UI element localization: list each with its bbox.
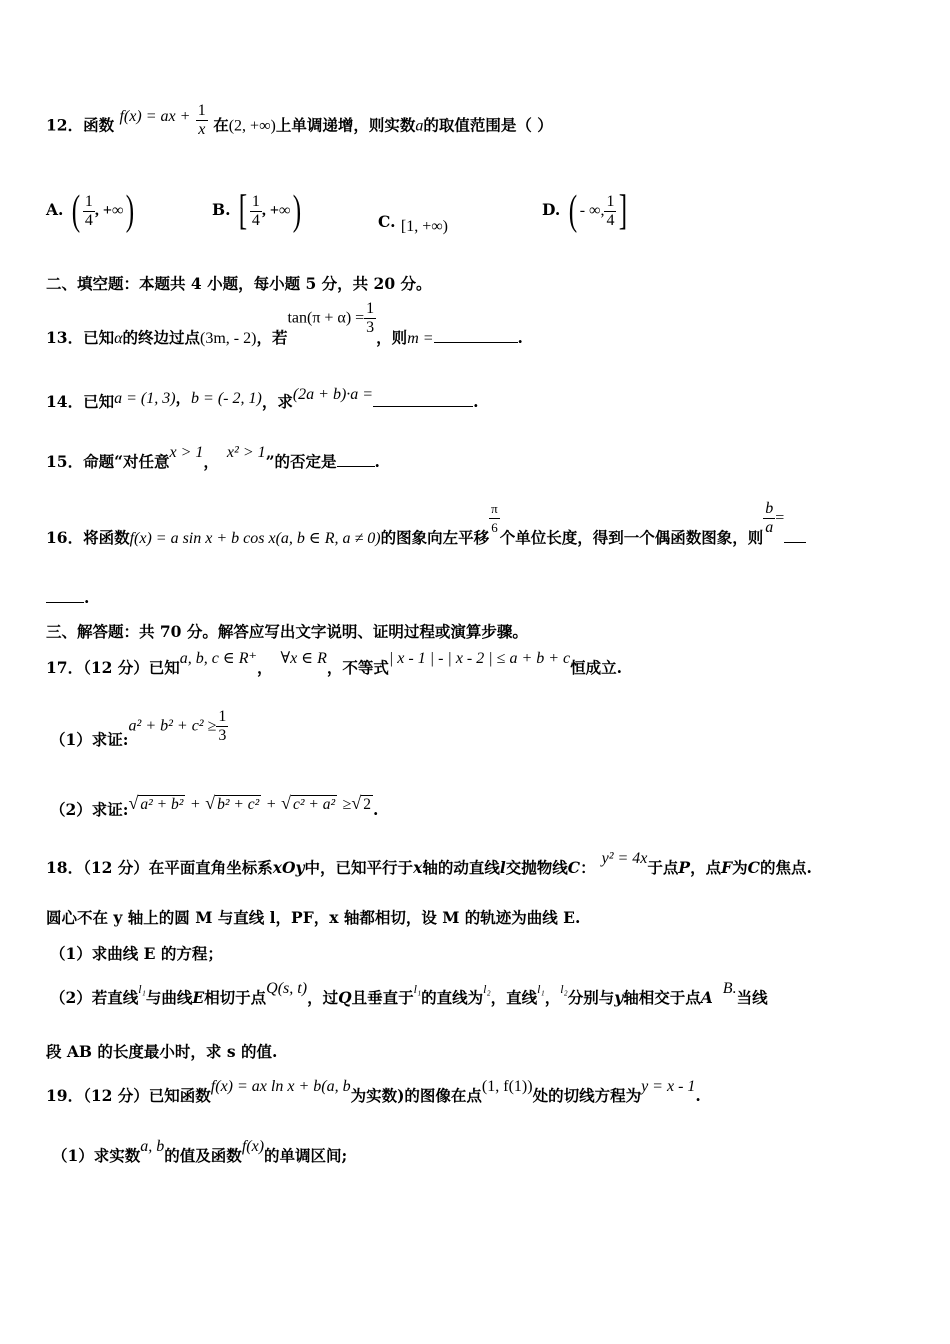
q18-x: x [413,858,423,877]
option-b-den: 4 [251,211,260,229]
q17-part1-fraction [216,708,228,745]
q13-point: (3m, - 2) [200,329,257,347]
option-b-fraction [250,193,262,230]
q17-part1-expr: a² + b² + c² ≥ [128,717,217,735]
q17-text1: ，不等式 [326,658,389,677]
q18-p2-k: 当线 [736,988,768,1007]
option-a-den: 4 [84,211,93,229]
q18-text-f: ，点 [690,858,722,877]
q12-fraction [196,102,208,139]
q19-end: . [695,1086,701,1105]
q17-forall: ∀x ∈ R [280,650,327,667]
sqrt-icon: √ [128,793,139,813]
q13-text1: 的终边过点 [122,327,200,347]
q12-option-d[interactable] [542,190,630,232]
sqrt-icon: √ [351,793,362,813]
sqrt-icon: √ [205,793,216,813]
q16-ratio-den: a [765,519,774,536]
option-d-fraction [604,193,616,230]
q19-text2: 处的切线方程为 [532,1086,642,1105]
q13-answer-blank[interactable] [434,326,518,343]
q12-option-c[interactable] [378,212,448,235]
q19-point: (1, f(1)) [481,1078,533,1095]
q18-text-h: 的焦点. [759,858,812,877]
q19-function: f(x) = ax ln x + b(a, b [210,1078,351,1095]
option-a-fraction [83,193,95,230]
section-3-heading: 三、解答题：共 70 分。解答应写出文字说明、证明过程或演算步骤。 [46,622,528,641]
option-c-label: C. [378,212,396,231]
q16-line-2 [46,586,89,607]
q18-text-e: 于点 [647,858,679,877]
option-d-left-bracket: ( [568,188,577,234]
q17-part1 [50,708,228,749]
q18-p2-g: ，直线 [490,988,538,1007]
q18-l1-symbol-3: l₁ [537,982,545,996]
q14-line [46,386,479,411]
option-b-label: B. [212,200,231,219]
q16-shift-num: π [489,500,500,519]
option-a-left-bracket: ( [71,188,81,234]
option-d-num: 1 [606,192,615,210]
q15-period: . [374,452,380,471]
q19-part1 [52,1138,348,1166]
section-2-heading: 二、填空题：本题共 4 小题，每小题 5 分，共 20 分。 [46,274,432,293]
q18-line-2: 圆心不在 y 轴上的圆 M 与直线 l，PF，x 轴都相切，设 M 的轨迹为曲线 E. [46,908,581,927]
q18-P: P [678,858,691,877]
q18-parabola: y² = 4x [601,850,648,867]
q18-line-3: 段 AB 的长度最小时，求 s 的值. [46,1042,278,1061]
q17-plus-2: + [266,796,276,813]
sqrt-icon: √ [281,793,292,813]
q12-function: f(x) = ax + [119,107,191,125]
q18-l2-symbol-2: l₂ [560,982,568,996]
q16-end: . [84,588,90,607]
q18-p2-c: 相切于点 [204,988,267,1007]
q18-text-g: 为 [732,858,748,877]
q18-p2-e: 且垂直于 [351,988,414,1007]
q12-option-a[interactable] [46,190,137,232]
q17-end: 恒成立. [570,658,623,677]
q18-A: A [700,988,713,1007]
q15-comma: ， [203,452,219,471]
option-a-tail: , +∞ [94,202,124,219]
q16-answer-blank-cont[interactable] [46,586,84,603]
q17-comma: ， [256,658,273,677]
q14-vector-a: a = (1, 3) [114,390,176,407]
q17-part1-label: （1）求证: [50,729,129,749]
q17-inequality: | x - 1 | - | x - 2 | ≤ a + b + c [388,650,571,667]
q16-shift-den: 6 [491,520,498,535]
q18-l2-symbol: l₂ [483,982,491,996]
q17-set: a, b, c ∈ R⁺ [179,650,257,667]
q18-p2-a: （2）若直线 [50,988,139,1007]
q19-tangent: y = x - 1 [641,1078,696,1095]
q19-line [46,1078,701,1106]
q18-point-Q: Q(s, t) [266,980,308,997]
q17-part1-den: 3 [218,727,227,744]
q18-Q: Q [338,988,352,1007]
q18-l1-symbol: l₁ [138,982,146,996]
q19-p1-a: （1）求实数 [52,1146,141,1165]
option-d-head: - ∞, [579,202,605,219]
q13-text3: ，则 [376,327,408,347]
q13-frac-den: 3 [366,319,375,336]
q12-fraction-den: x [198,121,206,138]
q13-frac-num: 1 [366,300,375,317]
option-a-label: A. [46,200,64,219]
q18-p2-j: 轴相交于点 [623,988,701,1007]
q16-number: 16．将函数 [46,527,130,547]
q12-rest: 上单调递增，则实数 [275,115,416,135]
q19-ab: a, b [140,1138,165,1155]
q17-root-1: a² + b² [140,796,184,813]
q17-root-2: b² + c² [217,796,260,813]
q18-y: y [614,988,624,1007]
q17-part2-label: （2）求证: [50,800,129,819]
q13-end: . [517,327,523,347]
q17-root-3: c² + a² [293,796,336,813]
q16-text2: 个单位长度，得到一个偶函数图象，则 [499,527,764,547]
q12-interval: (2, +∞) [228,117,276,135]
q15-condition-2: x² > 1 [226,444,266,461]
q17-part2-end: . [373,800,379,819]
q13-m: m = [407,329,434,347]
option-a-right-bracket: ) [126,188,135,234]
q16-answer-blank[interactable] [784,526,806,543]
q19-p1-b: 的值及函数 [164,1146,242,1165]
option-b-num: 1 [251,192,260,210]
q18-part2 [50,980,768,1008]
q18-p2-h: ， [544,988,561,1007]
q18-text-d: 交抛物线 [505,858,568,877]
q13-number: 13．已知 [46,327,115,347]
option-d-right-bracket: ] [619,188,628,234]
option-b-right-bracket: ) [293,188,302,234]
q14-number: 14．已知 [46,392,115,411]
q18-E: E [192,988,205,1007]
q15-end: ”的否定是 [265,452,337,471]
q14-expression: (2a + b)·a = [292,386,374,403]
option-b-left-bracket: [ [238,188,248,234]
q19-text1: 为实数)的图像在点 [350,1086,482,1105]
q18-l1-symbol-2: l₁ [413,982,422,996]
q12-fraction-num: 1 [197,102,206,119]
q17-plus-1: + [190,796,200,813]
option-a-num: 1 [84,192,93,210]
q18-line-1 [46,850,812,878]
q15-answer-blank[interactable] [337,450,375,467]
q14-end: . [473,392,479,411]
q18-p2-b: 与曲线 [145,988,193,1007]
q18-xoy: xOy [272,858,305,877]
q14-vector-b: b = (- 2, 1) [191,390,262,407]
q16-line [46,500,806,547]
q19-p1-c: 的单调区间; [264,1146,348,1165]
q13-alpha: α [114,329,123,347]
q17-line [46,650,623,678]
q18-B: B. [722,980,737,997]
q16-shift-fraction [489,500,500,537]
q16-text1: 的图象向左平移 [380,527,490,547]
q17-number: 17．（12 分）已知 [46,658,180,677]
q16-function: f(x) = a sin x + b cos x(a, b ∈ R, a ≠ 0) [129,529,381,547]
q12-end: 的取值范围是（ ） [423,115,553,135]
q18-text-a: 18．（12 分）在平面直角坐标系 [46,858,273,877]
q12-option-b[interactable] [212,190,304,232]
q18-text-b: 中，已知平行于 [304,858,414,877]
q12-number: 12．函数 [46,115,115,135]
q18-F: F [721,858,733,877]
q17-part1-num: 1 [218,708,227,725]
q14-answer-blank[interactable] [373,390,473,407]
q13-text2: ，若 [256,327,288,347]
q16-ratio [763,500,775,537]
q18-p2-i: 分别与 [567,988,615,1007]
q18-l: l [499,858,506,877]
q13-fraction [364,300,376,337]
q17-part2 [50,792,379,819]
q15-condition-1: x > 1 [169,444,204,461]
q18-colon: ： [580,858,596,877]
q12-at: 在 [213,115,229,135]
q19-fx: f(x) [241,1138,265,1155]
option-d-label: D. [542,200,561,219]
q13-tan: tan(π + α) = [287,309,365,327]
q14-comma: ， [175,388,192,407]
option-d-den: 4 [606,211,615,229]
q12-line [46,102,553,145]
q17-geq: ≥ [342,796,352,813]
q15-line [46,444,380,472]
q18-p2-f: 的直线为 [421,988,484,1007]
q17-sqrt2: 2 [363,796,371,813]
q14-text1: ，求 [261,392,293,411]
option-b-tail: , +∞ [261,202,291,219]
q18-C2: C [747,858,760,877]
q18-text-c: 轴的动直线 [422,858,500,877]
q12-var: a [415,117,424,135]
option-c-text: [1, +∞) [400,218,448,235]
q16-equals: = [775,509,785,527]
q15-number: 15．命题“对任意 [46,452,170,471]
q13-line [46,300,523,347]
q18-part1: （1）求曲线 E 的方程； [50,944,223,963]
q18-p2-d: ，过 [307,988,339,1007]
q18-C: C [567,858,581,877]
q16-ratio-num: b [765,500,774,517]
q19-number: 19．（12 分）已知函数 [46,1086,211,1105]
